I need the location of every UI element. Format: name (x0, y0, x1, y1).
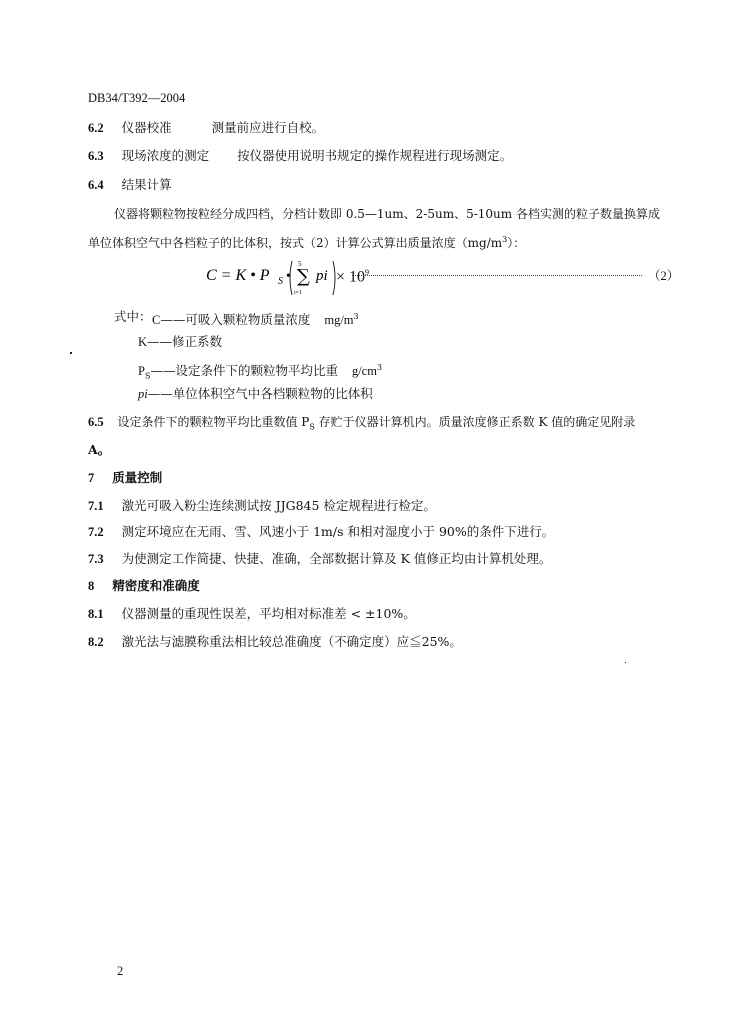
left-paren (290, 261, 292, 295)
right-paren (333, 261, 335, 295)
section-text: 测量前应进行自校。 (211, 120, 325, 135)
document-id: DB34/T392—2004 (88, 91, 186, 105)
paragraph-line: 仪器将颗粒物按粒经分成四档，分档计数即 0.5—1um、2-5um、5-10um 各档实测的粒子数量换算成 (114, 207, 660, 221)
section-6-3 (88, 148, 512, 164)
sum-upper-limit: 5 (298, 260, 302, 268)
superscript: 3 (353, 312, 359, 321)
paragraph-line (88, 232, 525, 251)
section-title: 仪器校准 (121, 120, 172, 135)
where-label: 式中： (114, 309, 152, 324)
paragraph-text: 单位体积空气中各档粒子的比体积，按式（2）计算公式算出质量浓度（mg/m (88, 236, 503, 250)
section-text: 仪器测量的重现性误差，平均相对标准差 < ±10%。 (121, 606, 416, 621)
definition-text: ——单位体积空气中各档颗粒物的比体积 (147, 386, 373, 401)
section-text: 设定条件下的颗粒物平均比重数值 P (117, 415, 310, 429)
section-number: 6.2 (88, 121, 104, 135)
definition-text: ——可吸入颗粒物质量浓度 (160, 312, 311, 328)
section-6-5 (88, 414, 635, 435)
definition-pi (138, 386, 373, 402)
section-title: 精密度和准确度 (112, 578, 200, 593)
page-number: 2 (117, 964, 124, 978)
section-8-1 (88, 606, 416, 622)
sum-lower-limit: i=1 (294, 290, 303, 296)
formula-subscript: S (278, 276, 283, 287)
section-number: 7.2 (88, 525, 104, 539)
scan-speck (70, 352, 72, 354)
formula-2 (206, 258, 676, 298)
subscript: S (309, 422, 315, 432)
definition-symbol: P (138, 364, 145, 379)
section-number: 8.1 (88, 607, 104, 621)
definition-symbol: pi (138, 387, 148, 401)
section-text: 激光可吸入粉尘连续测试按 JJG845 检定规程进行检定。 (121, 498, 436, 513)
formula-lhs: C = K • P (206, 267, 270, 284)
section-7-1 (88, 498, 436, 514)
definition-k (138, 334, 222, 350)
section-title: 质量控制 (112, 470, 163, 485)
section-text: 测定环境应在无雨、雪、风速小于 1m/s 和相对湿度小于 90%的条件下进行。 (121, 524, 555, 539)
section-6-5-continued: A。 (88, 442, 111, 457)
definition-ps (138, 360, 382, 385)
leader-dots (352, 273, 642, 276)
definition-symbol: C (152, 313, 161, 328)
section-text: 存贮于仪器计算机内。质量浓度修正系数 K 值的确定见附录 (314, 415, 636, 429)
section-7-2 (88, 524, 554, 540)
section-number: 7 (88, 471, 95, 485)
section-number: 6.4 (88, 178, 104, 192)
section-text: 激光法与滤膜称重法相比较总准确度（不确定度）应≦25%。 (121, 634, 462, 649)
formula-dot: • (286, 269, 291, 284)
section-number: 6.5 (88, 415, 104, 429)
formula-exponent: 9 (365, 268, 370, 277)
definition-unit: mg/m (324, 313, 354, 328)
section-number: 7.1 (88, 499, 104, 513)
section-7-3 (88, 551, 551, 567)
sum-term: pi (316, 268, 328, 284)
section-title: 现场浓度的测定 (121, 148, 210, 163)
equation-number: （2） (648, 269, 680, 283)
definition-c (152, 309, 359, 328)
scan-speck (625, 662, 626, 663)
formula-times: × 10 (336, 268, 366, 286)
section-7-heading (88, 470, 162, 486)
definition-text: ——设定条件下的颗粒物平均比重 (150, 363, 338, 379)
definition-symbol: K (138, 335, 148, 349)
sigma-symbol: ∑ (297, 266, 310, 287)
superscript: 3 (376, 363, 383, 372)
section-6-2 (88, 120, 324, 136)
superscript: 3 (502, 235, 508, 244)
section-title: 结果计算 (121, 177, 172, 192)
subscript: S (144, 371, 151, 381)
paragraph-text: ）： (507, 236, 526, 250)
section-text: 按仪器使用说明书规定的操作规程进行现场测定。 (237, 148, 513, 163)
section-8-heading (88, 578, 200, 594)
section-number: 6.3 (88, 149, 104, 163)
section-number: 8.2 (88, 635, 104, 649)
section-text: 为使测定工作简捷、快捷、准确，全部数据计算及 K 值修正均由计算机处理。 (121, 551, 552, 566)
section-8-2 (88, 634, 462, 650)
section-number: 8 (88, 579, 95, 593)
section-number: 7.3 (88, 552, 104, 566)
section-6-4-heading (88, 177, 172, 193)
definition-unit: g/cm (351, 364, 377, 379)
definition-text: ——修正系数 (147, 334, 223, 349)
